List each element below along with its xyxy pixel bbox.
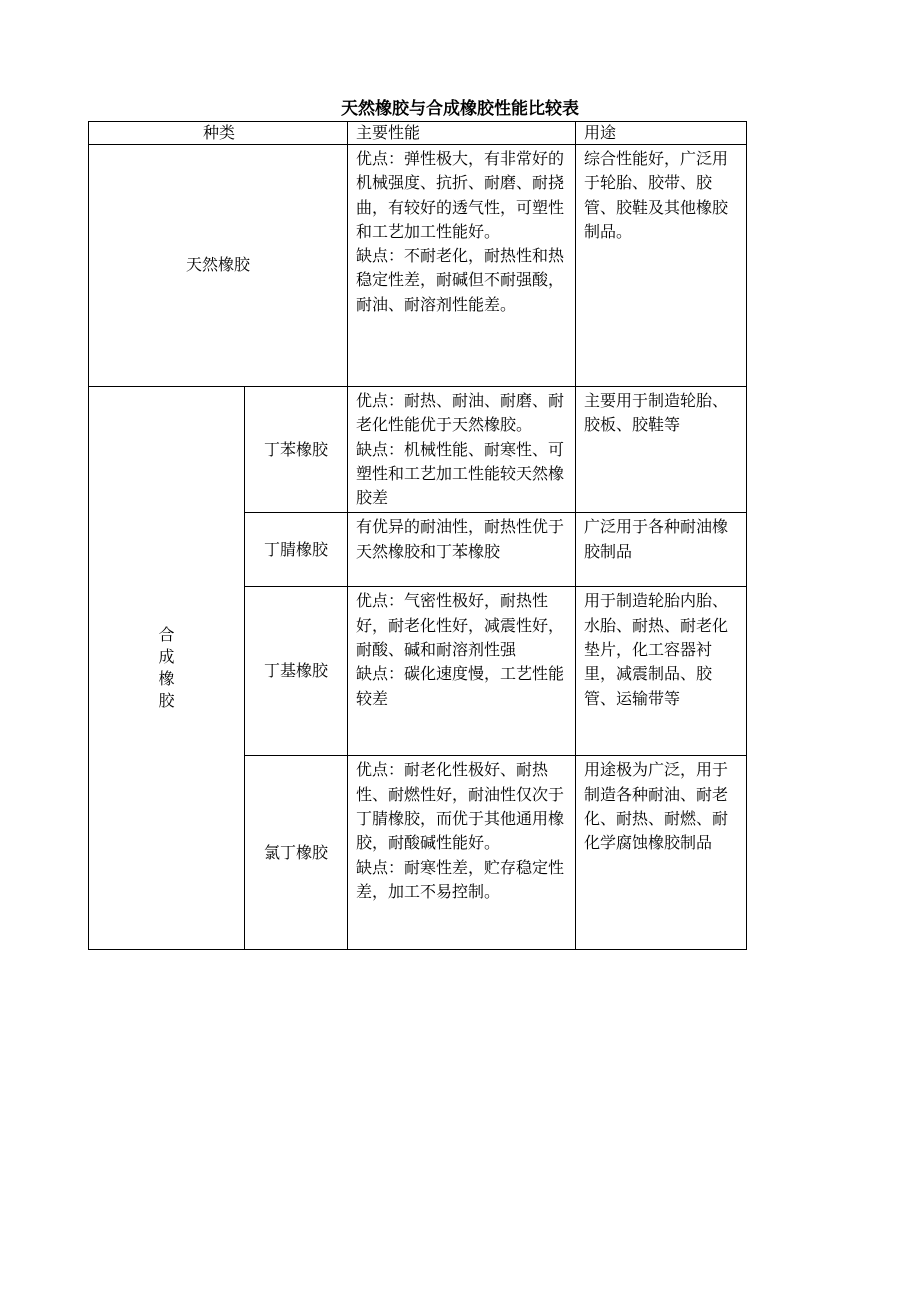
cr-performance-line-2: 缺点：耐寒性差，贮存稳定性差，加工不易控制。 [356, 857, 565, 901]
header-row [89, 122, 747, 145]
cell-synthetic-group [89, 387, 245, 950]
cell-cr-performance [348, 756, 576, 950]
header-kind: 种类 [89, 122, 348, 145]
cell-iir-usage: 用于制造轮胎内胎、水胎、耐热、耐老化垫片，化工容器衬里，减震制品、胶管、运输带等 [576, 587, 747, 756]
row-sbr [89, 387, 747, 513]
cell-nbr-usage: 广泛用于各种耐油橡胶制品 [576, 513, 747, 587]
cell-sbr-name: 丁苯橡胶 [245, 387, 348, 513]
comparison-table [88, 121, 747, 950]
natural-disadvantages: 缺点：不耐老化，耐热性和热稳定性差，耐碱但不耐强酸，耐油、耐溶剂性能差。 [356, 246, 565, 314]
cell-natural-usage: 综合性能好，广泛用于轮胎、胶带、胶管、胶鞋及其他橡胶制品。 [576, 145, 747, 387]
document-title: 天然橡胶与合成橡胶性能比较表 [341, 99, 579, 119]
cell-natural-performance [348, 145, 576, 387]
cr-performance-line-1: 优点：耐老化性极好、耐热性、耐燃性好，耐油性仅次于丁腈橡胶，而优于其他通用橡胶，耐酸碱性能好。 [356, 760, 565, 853]
cell-iir-name: 丁基橡胶 [245, 587, 348, 756]
cell-natural-name: 天然橡胶 [89, 145, 348, 387]
cell-nbr-performance [348, 513, 576, 587]
cell-cr-name: 氯丁橡胶 [245, 756, 348, 950]
cell-cr-usage: 用途极为广泛，用于制造各种耐油、耐老化、耐热、耐燃、耐化学腐蚀橡胶制品 [576, 756, 747, 950]
cell-sbr-usage: 主要用于制造轮胎、胶板、胶鞋等 [576, 387, 747, 513]
sbr-performance-line-1: 优点：耐热、耐油、耐磨、耐老化性能优于天然橡胶。 [356, 391, 565, 435]
sbr-performance-line-2: 缺点：机械性能、耐寒性、可塑性和工艺加工性能较天然橡胶差 [356, 439, 565, 508]
iir-performance-line-2: 缺点：碳化速度慢，工艺性能较差 [356, 664, 565, 708]
synthetic-group-label: 合成橡胶 [158, 624, 175, 710]
nbr-performance-line-1: 有优异的耐油性，耐热性优于天然橡胶和丁苯橡胶 [356, 517, 565, 561]
header-performance: 主要性能 [348, 122, 576, 145]
cell-sbr-performance [348, 387, 576, 513]
row-natural-rubber [89, 145, 747, 387]
natural-advantages: 优点：弹性极大，有非常好的机械强度、抗折、耐磨、耐挠曲，有较好的透气性，可塑性和工艺加工性能好。 [356, 149, 565, 241]
cell-nbr-name: 丁腈橡胶 [245, 513, 348, 587]
header-usage: 用途 [576, 122, 747, 145]
iir-performance-line-1: 优点：气密性极好，耐热性好，耐老化性好，减震性好，耐酸、碱和耐溶剂性强 [356, 591, 565, 660]
cell-iir-performance [348, 587, 576, 756]
